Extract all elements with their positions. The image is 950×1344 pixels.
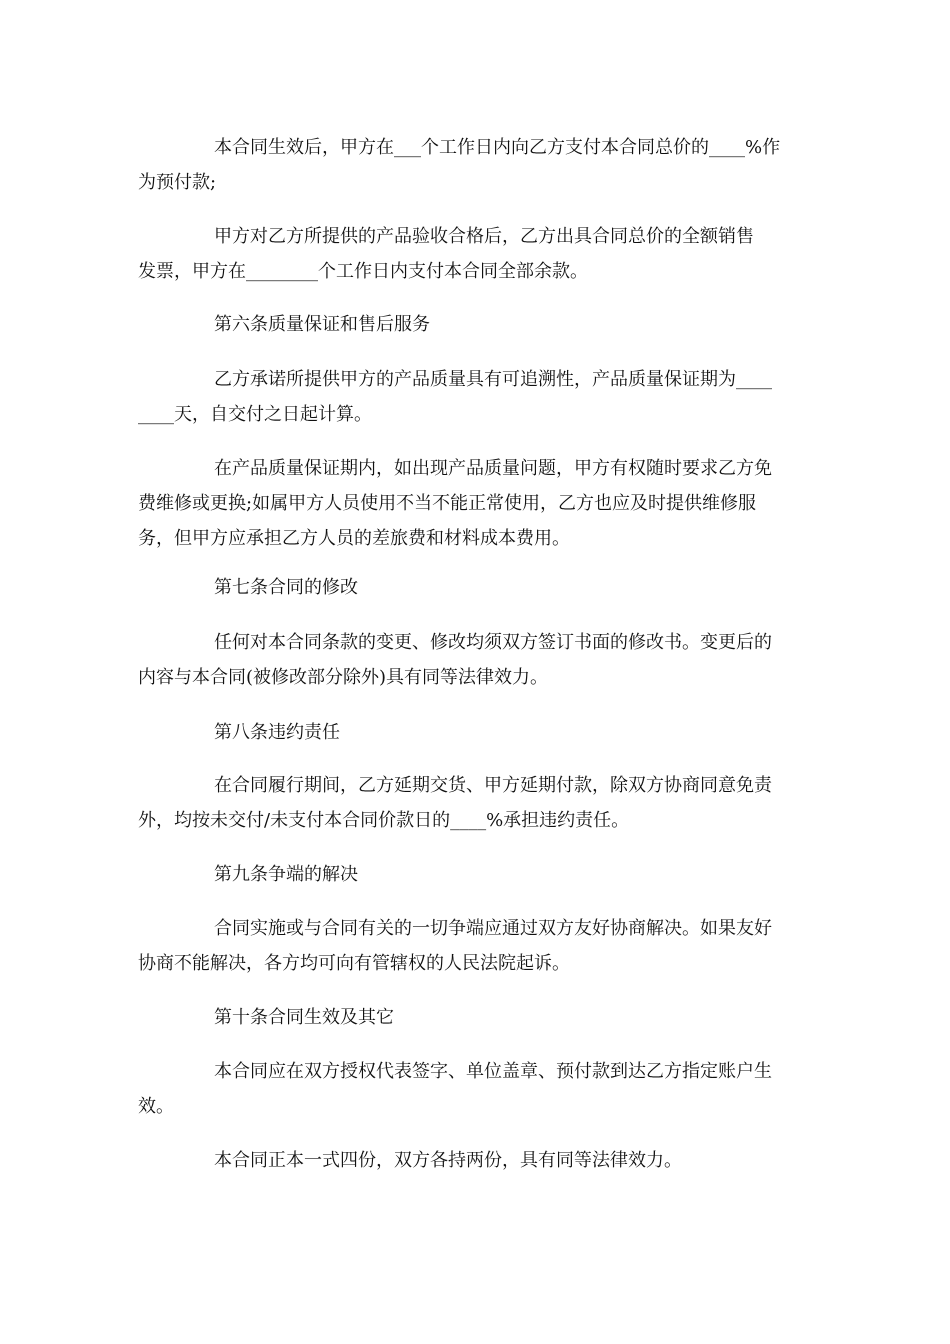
text-line: 为预付款; bbox=[138, 172, 217, 193]
text-line: 合同实施或与合同有关的一切争端应通过双方友好协商解决。如果友好 bbox=[214, 918, 772, 939]
text-line: 费维修或更换;如属甲方人员使用不当不能正常使用，乙方也应及时提供维修服 bbox=[138, 493, 757, 514]
article-6-heading: 第六条质量保证和售后服务 bbox=[214, 314, 430, 335]
text-line: 在产品质量保证期内，如出现产品质量问题，甲方有权随时要求乙方免 bbox=[214, 458, 772, 479]
clause-prepayment bbox=[138, 130, 820, 200]
text-line: 在合同履行期间，乙方延期交货、甲方延期付款，除双方协商同意免责 bbox=[214, 775, 772, 796]
text-line: 乙方承诺所提供甲方的产品质量具有可追溯性，产品质量保证期为____ bbox=[214, 369, 772, 390]
text-line: 本合同生效后，甲方在___个工作日内向乙方支付本合同总价的____%作 bbox=[214, 137, 781, 158]
article-7-heading: 第七条合同的修改 bbox=[214, 577, 358, 598]
clause-amendment bbox=[138, 625, 820, 695]
text-line: 效。 bbox=[138, 1096, 174, 1117]
text-line: 任何对本合同条款的变更、修改均须双方签订书面的修改书。变更后的 bbox=[214, 632, 772, 653]
article-9-heading: 第九条争端的解决 bbox=[214, 864, 358, 885]
text-line: 本合同正本一式四份，双方各持两份，具有同等法律效力。 bbox=[214, 1150, 682, 1171]
text-line: 外，均按未交付/未支付本合同价款日的____%承担违约责任。 bbox=[138, 810, 630, 831]
clause-liability bbox=[138, 768, 820, 838]
clause-quality-traceability bbox=[138, 362, 820, 432]
clause-copies bbox=[138, 1143, 820, 1178]
clause-warranty-repair bbox=[138, 451, 820, 556]
article-10-heading: 第十条合同生效及其它 bbox=[214, 1007, 394, 1028]
clause-final-payment bbox=[138, 219, 820, 289]
clause-effectiveness bbox=[138, 1054, 820, 1124]
text-line: 甲方对乙方所提供的产品验收合格后，乙方出具合同总价的全额销售 bbox=[214, 226, 754, 247]
text-line: 发票，甲方在________个工作日内支付本合同全部余款。 bbox=[138, 261, 588, 282]
text-line: 内容与本合同(被修改部分除外)具有同等法律效力。 bbox=[138, 667, 549, 688]
text-line: 本合同应在双方授权代表签字、单位盖章、预付款到达乙方指定账户生 bbox=[214, 1061, 772, 1082]
text-line: 务，但甲方应承担乙方人员的差旅费和材料成本费用。 bbox=[138, 528, 570, 549]
article-8-heading: 第八条违约责任 bbox=[214, 722, 340, 743]
clause-dispute bbox=[138, 911, 820, 981]
text-line: 协商不能解决，各方均可向有管辖权的人民法院起诉。 bbox=[138, 953, 570, 974]
text-line: ____天，自交付之日起计算。 bbox=[138, 404, 372, 425]
